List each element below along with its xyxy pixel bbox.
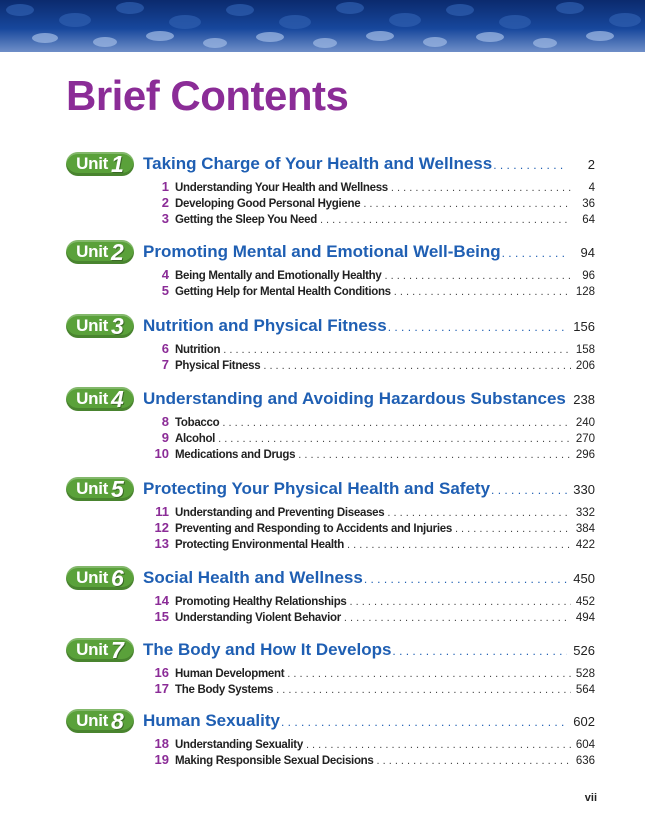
chapter-title: Protecting Environmental Health	[175, 539, 344, 551]
unit-badge-word: Unit	[76, 242, 109, 261]
chapter-entry[interactable]	[143, 414, 595, 430]
chapter-title: Preventing and Responding to Accidents and Injuries	[175, 523, 452, 535]
chapter-list	[143, 414, 595, 462]
chapter-page: 604	[575, 739, 595, 751]
unit-page: 450	[573, 571, 595, 586]
unit-page: 2	[587, 157, 595, 172]
unit-badge-word: Unit	[76, 568, 109, 587]
chapter-list	[143, 665, 595, 697]
dot-leader	[276, 682, 571, 698]
unit-entry[interactable]	[143, 314, 595, 338]
dot-leader	[350, 594, 571, 610]
dot-leader	[493, 153, 567, 177]
chapter-entry[interactable]	[143, 267, 595, 283]
dot-leader	[223, 342, 571, 358]
chapter-number: 12	[154, 520, 169, 535]
chapter-list	[143, 504, 595, 552]
chapter-number: 13	[154, 536, 169, 551]
chapter-page: 332	[575, 507, 595, 519]
unit-title: Social Health and Wellness	[143, 568, 363, 587]
chapter-number: 4	[161, 267, 169, 282]
page-title: Brief Contents	[66, 72, 349, 119]
chapter-title: Tobacco	[175, 417, 220, 429]
unit-entry[interactable]	[143, 387, 595, 411]
unit-title: Human Sexuality	[143, 711, 280, 730]
dot-leader	[320, 212, 571, 228]
chapter-number: 15	[154, 609, 169, 624]
unit-badge-number: 7	[111, 636, 124, 663]
unit-badge-word: Unit	[76, 154, 109, 173]
chapter-entry[interactable]	[143, 195, 595, 211]
unit-badge	[66, 566, 134, 590]
chapter-entry[interactable]	[143, 504, 595, 520]
chapter-title: Alcohol	[175, 433, 216, 445]
chapter-entry[interactable]	[143, 520, 595, 536]
chapter-title: Physical Fitness	[175, 360, 261, 372]
chapter-page: 494	[575, 612, 595, 624]
chapter-number: 6	[161, 341, 169, 356]
chapter-page: 36	[582, 198, 595, 210]
chapter-list	[143, 593, 595, 625]
chapter-number: 16	[154, 665, 169, 680]
dot-leader	[376, 753, 571, 769]
dot-leader	[385, 268, 572, 284]
unit-badge-number: 4	[111, 385, 124, 412]
chapter-title: Promoting Healthy Relationships	[175, 596, 347, 608]
unit-badge-word: Unit	[76, 389, 109, 408]
chapter-page: 528	[575, 668, 595, 680]
chapter-page: 128	[575, 286, 595, 298]
chapter-page: 296	[575, 449, 595, 461]
unit-page: 238	[573, 392, 595, 407]
chapter-title: Making Responsible Sexual Decisions	[175, 755, 374, 767]
chapter-title: Getting the Sleep You Need	[175, 214, 317, 226]
chapter-number: 10	[154, 446, 169, 461]
chapter-number: 14	[154, 593, 169, 608]
chapter-page: 240	[575, 417, 595, 429]
dot-leader	[263, 358, 571, 374]
dot-leader	[387, 505, 571, 521]
chapter-entry[interactable]	[143, 211, 595, 227]
dot-leader	[281, 710, 567, 734]
dot-leader	[391, 180, 571, 196]
chapter-entry[interactable]	[143, 736, 595, 752]
dot-leader	[455, 521, 571, 537]
header-banner	[0, 0, 645, 52]
unit-title: Promoting Mental and Emotional Well-Being	[143, 242, 501, 261]
chapter-entry[interactable]	[143, 341, 595, 357]
dot-leader	[306, 737, 571, 753]
unit-badge-number: 3	[111, 312, 124, 339]
chapter-number: 9	[161, 430, 169, 445]
chapter-title: Understanding Your Health and Wellness	[175, 182, 388, 194]
unit-badge	[66, 477, 134, 501]
chapter-list	[143, 179, 595, 227]
unit-entry[interactable]	[143, 638, 595, 662]
unit-badge	[66, 314, 134, 338]
chapter-entry[interactable]	[143, 179, 595, 195]
chapter-title: Medications and Drugs	[175, 449, 296, 461]
unit-page: 156	[573, 319, 595, 334]
unit-badge-number: 1	[111, 150, 124, 177]
decorative-pattern	[0, 0, 645, 52]
chapter-entry[interactable]	[143, 536, 595, 552]
chapter-entry[interactable]	[143, 357, 595, 373]
chapter-number: 17	[154, 681, 169, 696]
dot-leader	[491, 478, 567, 502]
dot-leader	[287, 666, 571, 682]
dot-leader	[364, 567, 567, 591]
unit-badge	[66, 709, 134, 733]
chapter-number: 5	[161, 283, 169, 298]
chapter-page: 564	[575, 684, 595, 696]
chapter-page: 4	[588, 182, 595, 194]
page-number: vii	[584, 792, 597, 804]
chapter-title: Nutrition	[175, 344, 221, 356]
chapter-page: 384	[575, 523, 595, 535]
chapter-entry[interactable]	[143, 283, 595, 299]
chapter-page: 206	[575, 360, 595, 372]
unit-badge-word: Unit	[76, 316, 109, 335]
chapter-title: Understanding Violent Behavior	[175, 612, 341, 624]
chapter-title: Human Development	[175, 668, 285, 680]
unit-title: Nutrition and Physical Fitness	[143, 316, 387, 335]
unit-badge	[66, 240, 134, 264]
unit-entry[interactable]	[143, 152, 595, 176]
chapter-number: 19	[154, 752, 169, 767]
chapter-list	[143, 267, 595, 299]
chapter-entry[interactable]	[143, 609, 595, 625]
chapter-page: 452	[575, 596, 595, 608]
chapter-page: 96	[582, 270, 595, 282]
unit-badge	[66, 387, 134, 411]
dot-leader	[392, 639, 567, 663]
unit-page: 526	[573, 643, 595, 658]
chapter-number: 1	[161, 179, 169, 194]
dot-leader	[363, 196, 571, 212]
chapter-title: Getting Help for Mental Health Conditions	[175, 286, 391, 298]
dot-leader	[347, 537, 571, 553]
chapter-list	[143, 736, 595, 768]
dot-leader	[388, 315, 567, 339]
dot-leader	[298, 447, 571, 463]
chapter-entry[interactable]	[143, 446, 595, 462]
chapter-entry[interactable]	[143, 665, 595, 681]
chapter-list	[143, 341, 595, 373]
chapter-number: 2	[161, 195, 169, 210]
unit-page: 330	[573, 482, 595, 497]
unit-badge-number: 6	[111, 564, 124, 591]
chapter-page: 64	[582, 214, 595, 226]
unit-title: Understanding and Avoiding Hazardous Substances	[143, 389, 566, 408]
chapter-page: 636	[575, 755, 595, 767]
unit-title: Taking Charge of Your Health and Wellness	[143, 154, 493, 173]
chapter-title: Developing Good Personal Hygiene	[175, 198, 361, 210]
chapter-number: 7	[161, 357, 169, 372]
unit-title: The Body and How It Develops	[143, 640, 392, 659]
chapter-entry[interactable]	[143, 593, 595, 609]
dot-leader	[394, 284, 571, 300]
unit-page: 602	[573, 714, 595, 729]
chapter-title: The Body Systems	[175, 684, 274, 696]
chapter-title: Being Mentally and Emotionally Healthy	[175, 270, 382, 282]
unit-title: Protecting Your Physical Health and Safety	[143, 479, 491, 498]
chapter-entry[interactable]	[143, 681, 595, 697]
dot-leader	[344, 610, 571, 626]
unit-entry[interactable]	[143, 477, 595, 501]
unit-badge	[66, 152, 134, 176]
chapter-page: 158	[575, 344, 595, 356]
unit-badge-word: Unit	[76, 711, 109, 730]
chapter-entry[interactable]	[143, 752, 595, 768]
dot-leader	[222, 415, 571, 431]
chapter-entry[interactable]	[143, 430, 595, 446]
unit-badge	[66, 638, 134, 662]
chapter-title: Understanding Sexuality	[175, 739, 303, 751]
unit-page: 94	[580, 245, 595, 260]
unit-entry[interactable]	[143, 709, 595, 733]
unit-badge-number: 8	[111, 707, 124, 734]
dot-leader	[218, 431, 571, 447]
chapter-number: 8	[161, 414, 169, 429]
chapter-number: 3	[161, 211, 169, 226]
unit-entry[interactable]	[143, 240, 595, 264]
dot-leader	[502, 241, 567, 265]
unit-entry[interactable]	[143, 566, 595, 590]
chapter-number: 11	[155, 504, 169, 519]
unit-badge-word: Unit	[76, 640, 109, 659]
unit-badge-word: Unit	[76, 479, 109, 498]
chapter-title: Understanding and Preventing Diseases	[175, 507, 385, 519]
chapter-number: 18	[154, 736, 169, 751]
unit-badge-number: 5	[111, 475, 124, 502]
unit-badge-number: 2	[111, 238, 124, 265]
chapter-page: 422	[575, 539, 595, 551]
chapter-page: 270	[575, 433, 595, 445]
